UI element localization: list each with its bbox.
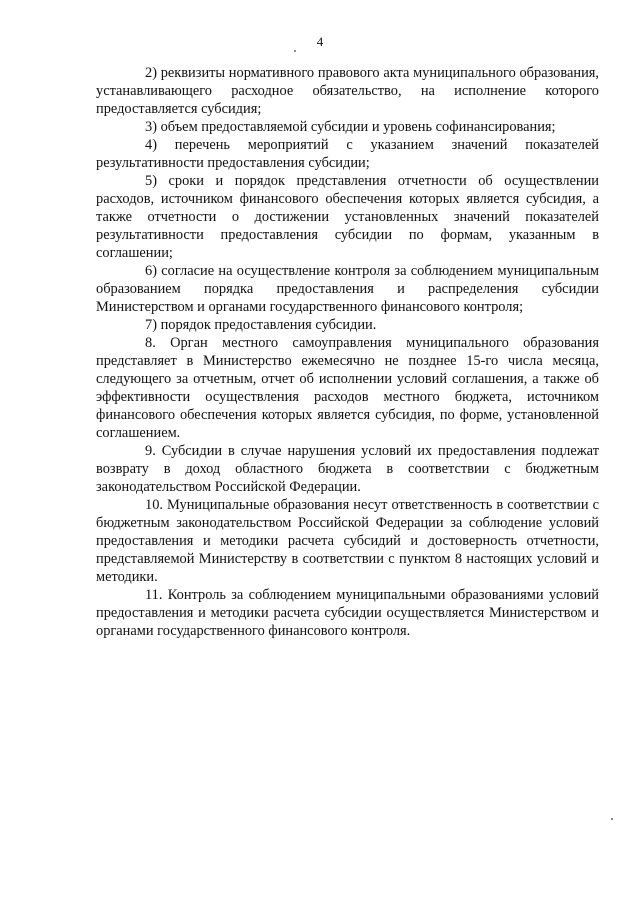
document-body — [96, 64, 599, 640]
paragraph-item-2: 2) реквизиты нормативного правового акта муниципального образования, устанавливающего расходное обязательство, на исполнение которого предоставляется субсидия; — [96, 65, 599, 117]
scan-speck — [611, 818, 613, 820]
paragraph-item-3: 3) объем предоставляемой субсидии и уровень софинансирования; — [145, 119, 556, 135]
paragraph-item-6: 6) согласие на осуществление контроля за соблюдением муниципальным образованием порядка предоставления и распределения субсидии Министерством и органами государственного финансового контроля; — [96, 263, 599, 315]
paragraph-clause-10: 10. Муниципальные образования несут ответственность в соответствии с бюджетным законодательством Российской Федерации за соблюдение условий предоставления и методики расчета субсидий и достоверность отчетности, представляемой Министерству в соответствии с пунктом 8 настоящих условий и методики. — [96, 497, 599, 585]
paragraph-clause-9: 9. Субсидии в случае нарушения условий их предоставления подлежат возврату в доход областного бюджета в соответствии с бюджетным законодательством Российской Федерации. — [96, 443, 599, 495]
paragraph-item-5: 5) сроки и порядок представления отчетности об осуществлении расходов, источником финансового обеспечения которых является субсидия, а также отчетности о достижении установленных значений показателей результативности предоставления субсидии по формам, указанным в соглашении; — [96, 173, 599, 261]
paragraph-item-4: 4) перечень мероприятий с указанием значений показателей результативности предоставления субсидии; — [96, 137, 599, 171]
paragraph-clause-8: 8. Орган местного самоуправления муниципального образования представляет в Министерство ежемесячно не позднее 15-го числа месяца, следующего за отчетным, отчет об исполнении условий соглашения, а также об эффективности осуществления расходов местного бюджета, источником финансового обеспечения которых является субсидия, по форме, установленной соглашением. — [96, 335, 599, 441]
paragraph-item-7: 7) порядок предоставления субсидии. — [145, 317, 377, 333]
scan-speck — [294, 50, 296, 52]
paragraph-clause-11: 11. Контроль за соблюдением муниципальными образованиями условий предоставления и методики расчета субсидии осуществляется Министерством и органами государственного финансового контроля. — [96, 587, 599, 639]
page-number: 4 — [316, 34, 324, 49]
